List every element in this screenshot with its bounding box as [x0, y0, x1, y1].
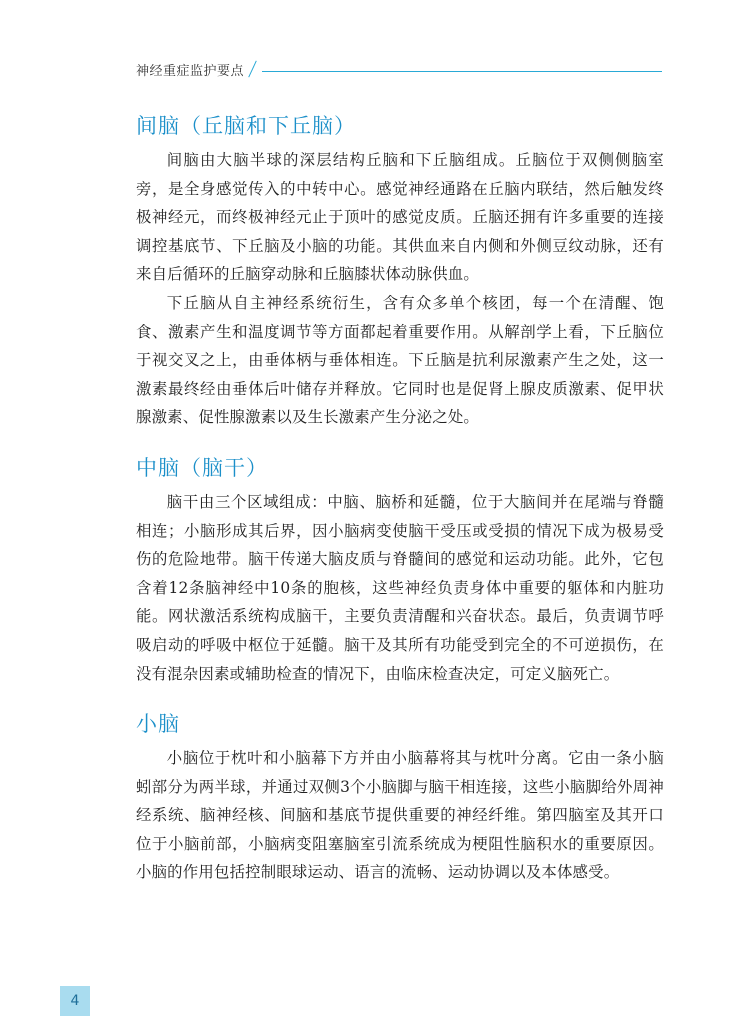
section-diencephalon: [136, 110, 664, 432]
page-body: [136, 110, 664, 887]
section-heading: 间脑（丘脑和下丘脑）: [136, 114, 356, 138]
section-heading: 中脑（脑干）: [136, 455, 268, 480]
section-heading: 小脑: [136, 712, 180, 737]
section-cerebellum: [136, 708, 664, 887]
running-header: 神经重症监护要点: [136, 64, 245, 79]
paragraph: 脑干由三个区域组成：中脑、脑桥和延髓，位于大脑间并在尾端与脊髓相连；小脑形成其后界，因小脑病变使脑干受压或受损的情况下成为极易受伤的危险地带。脑干传递大脑皮质与脊髓间的感觉和运动功能。此外，它包含着12条脑神经中10条的胞核，这些神经负责身体中重要的躯体和内脏功能。网状激活系统构成脑干，主要负责清醒和兴奋状态。最后，负责调节呼吸启动的呼吸中枢位于延髓。脑干及其所有功能受到完全的不可逆损伤，在没有混杂因素或辅助检查的情况下，由临床检查决定，可定义脑死亡。: [136, 492, 664, 683]
page-number-badge: 4: [60, 986, 90, 1016]
paragraph: 小脑位于枕叶和小脑幕下方并由小脑幕将其与枕叶分离。它由一条小脑蚓部分为两半球，并通过双侧3个小脑脚与脑干相连接，这些小脑脚给外周神经系统、脑神经核、间脑和基底节提供重要的神经纤维。第四脑室及其开口位于小脑前部，小脑病变阻塞脑室引流系统成为梗阻性脑积水的重要原因。小脑的作用包括控制眼球运动、语言的流畅、运动协调以及本体感受。: [136, 749, 664, 882]
paragraph: 下丘脑从自主神经系统衍生，含有众多单个核团，每一个在清醒、饱食、激素产生和温度调节等方面都起着重要作用。从解剖学上看，下丘脑位于视交叉之上，由垂体柄与垂体相连。下丘脑是抗利尿激素产生之处，这一激素最终经由垂体后叶储存并释放。它同时也是促肾上腺皮质激素、促甲状腺激素、促性腺激素以及生长激素产生分泌之处。: [136, 293, 664, 427]
paragraph: 间脑由大脑半球的深层结构丘脑和下丘脑组成。丘脑位于双侧侧脑室旁，是全身感觉传入的中转中心。感觉神经通路在丘脑内联结，然后触发终极神经元，而终极神经元止于顶叶的感觉皮质。丘脑还拥有许多重要的连接调控基底节、下丘脑及小脑的功能。其供血来自内侧和外侧豆纹动脉，还有来自后循环的丘脑穿动脉和丘脑膝状体动脉供血。: [136, 151, 664, 284]
section-midbrain: [136, 452, 664, 688]
header-slash-decoration: [248, 61, 257, 78]
header-rule: [262, 71, 662, 72]
